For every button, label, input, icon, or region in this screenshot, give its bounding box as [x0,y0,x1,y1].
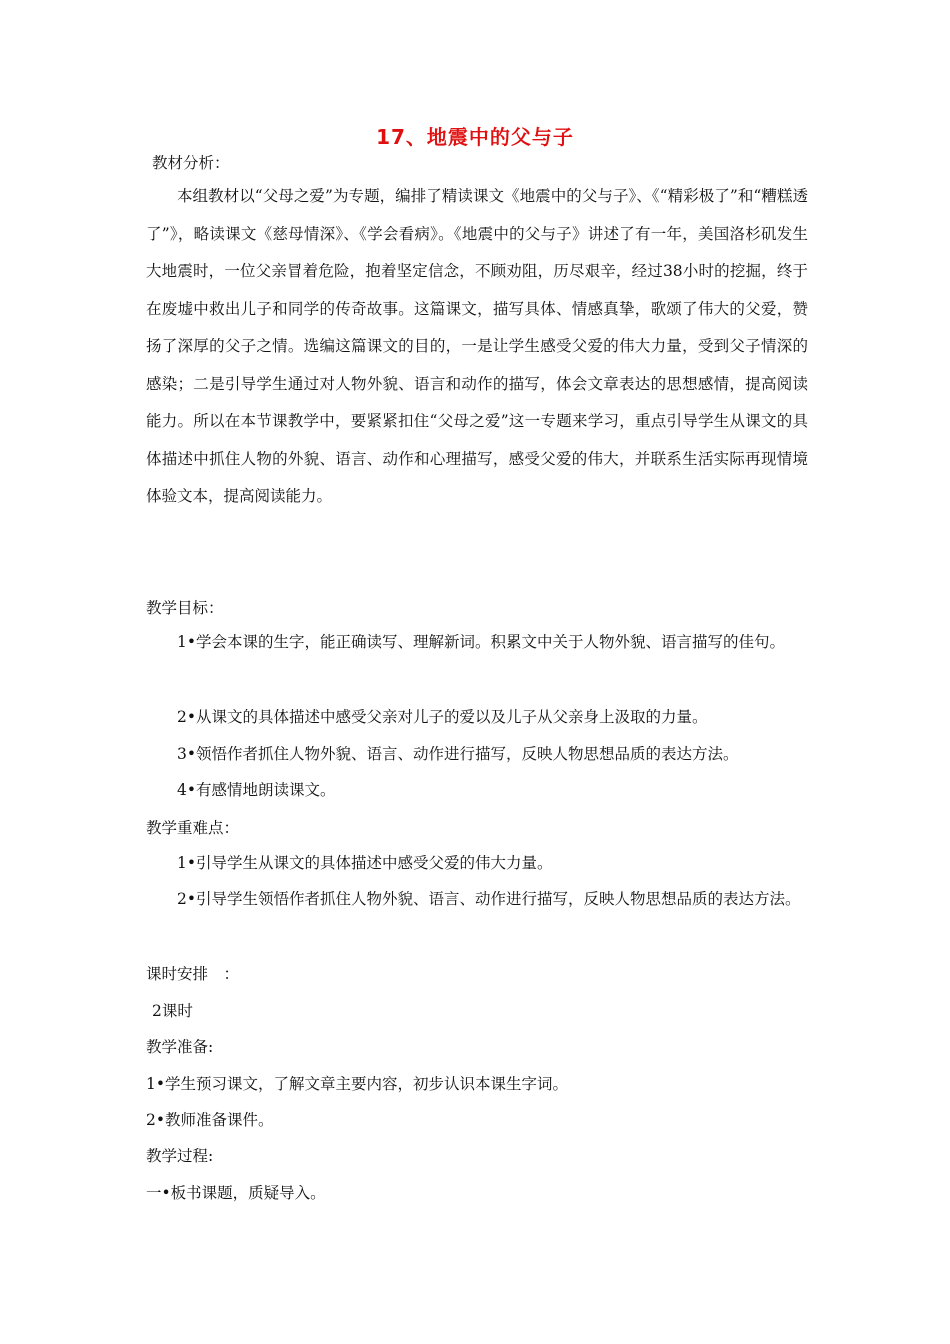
schedule-value: 2课时 [152,1002,193,1020]
process-heading: 教学过程: [146,1147,214,1165]
schedule-heading: 课时安排 ： [146,965,240,983]
material-analysis-heading: 教材分析： [152,154,230,172]
document-title: 17、地震中的父与子 [376,125,574,149]
teaching-goal-1: 1•学会本课的生字，能正确读写、理解新词。积累文中关于人物外貌、语言描写的佳句。 [177,633,786,651]
key-points-heading: 教学重难点： [146,819,240,837]
teaching-goal-4: 4•有感情地朗读课文。 [177,781,336,799]
teaching-goal-2: 2•从课文的具体描述中感受父亲对儿子的爱以及儿子从父亲身上汲取的力量。 [177,708,708,726]
material-analysis-paragraph: 本组教材以“父母之爱”为专题，编排了精读课文《地震中的父与子》、《“精彩极了”和“糟糕透了”》，略读课文《慈母情深》、《学会看病》。《地震中的父与子》讲述了有一年，美国洛杉矶发生大地震时，一位父亲冒着危险，抱着坚定信念，不顾劝阻，历尽艰辛，经过38小时的挖掘，终于在废墟中救出儿子和同学的传奇故事。这篇课文，描写具体、情感真挚，歌颂了伟大的父爱，赞扬了深厚的父子之情。选编这篇课文的目的，一是让学生感受父爱的伟大力量，受到父子情深的感染；二是引导学生通过对人物外貌、语言和动作的描写，体会文章表达的思想感情，提高阅读能力。所以在本节课教学中，要紧紧扣住“父母之爱”这一专题来学习，重点引导学生从课文的具体描述中抓住人物的外貌、语言、动作和心理描写，感受父爱的伟大，并联系生活实际再现情境体验文本，提高阅读能力。 [146,187,808,505]
preparation-item-1: 1•学生预习课文，了解文章主要内容，初步认识本课生字词。 [146,1075,569,1093]
key-point-2: 2•引导学生领悟作者抓住人物外貌、语言、动作进行描写，反映人物思想品质的表达方法。 [177,890,801,908]
preparation-item-2: 2•教师准备课件。 [146,1111,274,1129]
preparation-heading: 教学准备: [146,1038,214,1056]
key-point-1: 1•引导学生从课文的具体描述中感受父爱的伟大力量。 [177,854,553,872]
teaching-goals-heading: 教学目标： [146,599,224,617]
process-step-1: 一•板书课题，质疑导入。 [146,1184,326,1202]
teaching-goal-3: 3•领悟作者抓住人物外貌、语言、动作进行描写，反映人物思想品质的表达方法。 [177,745,739,763]
